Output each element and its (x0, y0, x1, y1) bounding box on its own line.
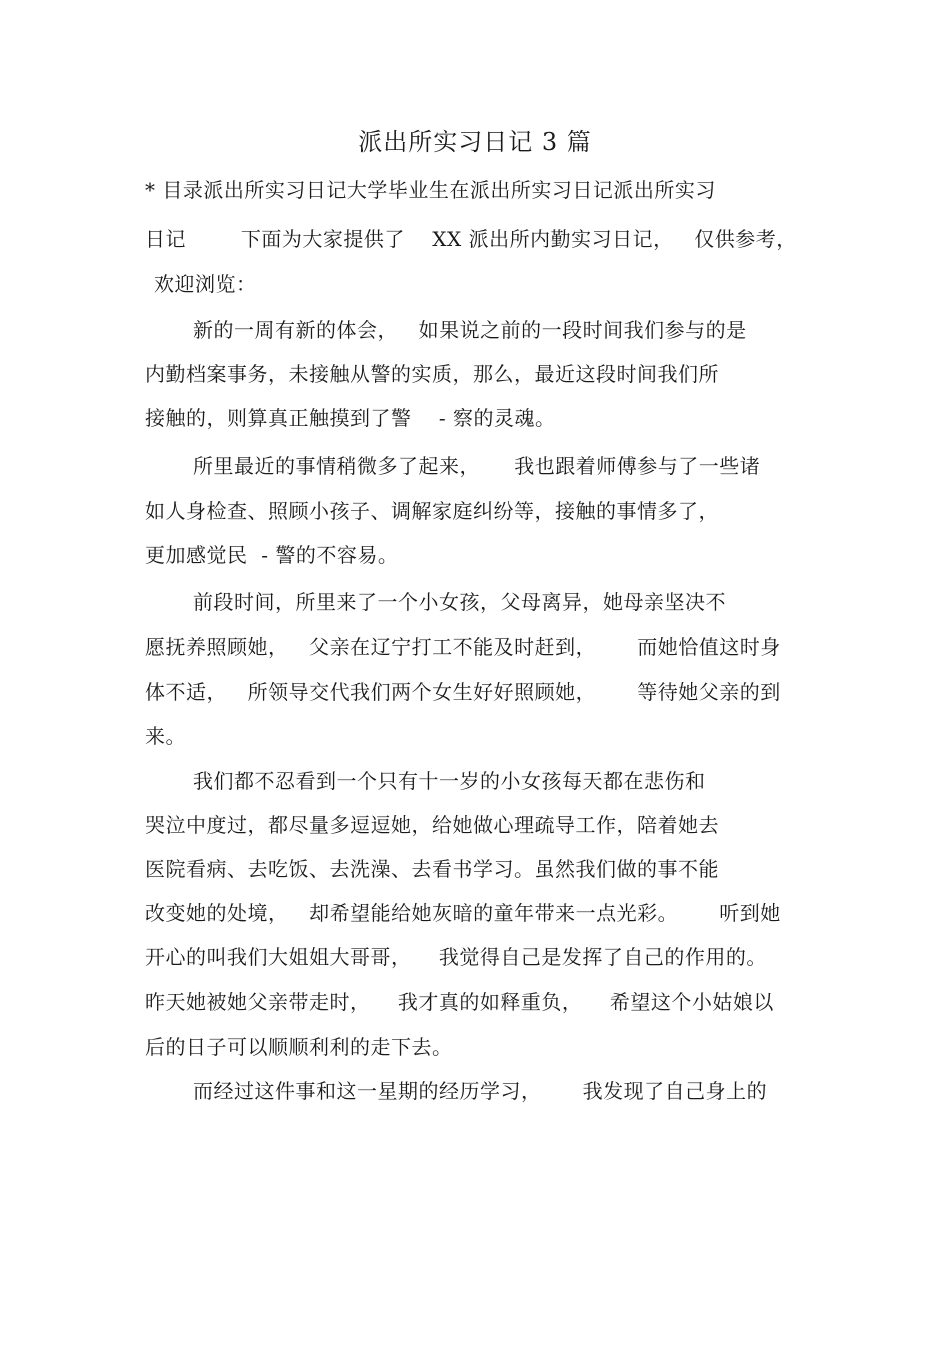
paragraph-first-line: 而经过这件事和这一星期的经历学习， 我发现了自己身上的 (193, 1079, 768, 1103)
text-line: 体不适， 所领导交代我们两个女生好好照顾她， 等待她父亲的到 (145, 680, 781, 704)
paragraph-first-line: 新的一周有新的体会， 如果说之前的一段时间我们参与的是 (193, 318, 747, 342)
text-line: 日记 下面为大家提供了 XX 派出所内勤实习日记， 仅供参考， (145, 227, 797, 251)
text-line: 更加感觉民 - 警的不容易。 (145, 543, 399, 567)
document-title: 派出所实习日记 3 篇 (358, 128, 592, 156)
text-line: 开心的叫我们大姐姐大哥哥， 我觉得自己是发挥了自己的作用的。 (145, 945, 767, 969)
text-line: 如人身检查、照顾小孩子、调解家庭纠纷等，接触的事情多了， (145, 499, 719, 523)
text-line: 接触的，则算真正触摸到了警 - 察的灵魂。 (145, 406, 556, 430)
paragraph-first-line: 前段时间，所里来了一个小女孩，父母离异，她母亲坚决不 (193, 590, 726, 614)
text-line: * 目录派出所实习日记大学毕业生在派出所实习日记派出所实习 (145, 178, 716, 202)
text-line: 昨天她被她父亲带走时， 我才真的如释重负， 希望这个小姑娘以 (145, 990, 774, 1014)
text-line: 改变她的处境， 却希望能给她灰暗的童年带来一点光彩。 听到她 (145, 901, 781, 925)
paragraph-first-line: 所里最近的事情稍微多了起来， 我也跟着师傅参与了一些诸 (193, 454, 761, 478)
text-line: 内勤档案事务，未接触从警的实质，那么，最近这段时间我们所 (145, 362, 719, 386)
text-line: 后的日子可以顺顺利利的走下去。 (145, 1035, 453, 1059)
text-line: 来。 (145, 724, 186, 748)
text-line: 欢迎浏览： (154, 272, 257, 296)
paragraph-first-line: 我们都不忍看到一个只有十一岁的小女孩每天都在悲伤和 (193, 769, 706, 793)
text-line: 愿抚养照顾她， 父亲在辽宁打工不能及时赶到， 而她恰值这时身 (145, 635, 781, 659)
text-line: 医院看病、去吃饭、去洗澡、去看书学习。虽然我们做的事不能 (145, 857, 719, 881)
text-line: 哭泣中度过，都尽量多逗逗她，给她做心理疏导工作，陪着她去 (145, 813, 719, 837)
